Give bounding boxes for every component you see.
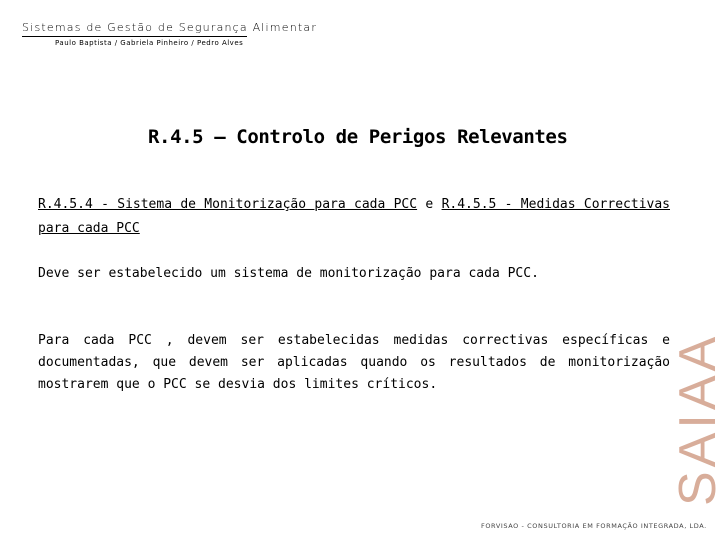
subtitle-part-monitoring: R.4.5.4 - Sistema de Monitorização para cada PCC xyxy=(38,197,418,212)
subtitle-tail: para cada PCC xyxy=(38,221,140,236)
header-authors: Paulo Baptista / Gabriela Pinheiro / Pedro Alves xyxy=(55,39,244,47)
subtitle-joiner: e xyxy=(417,197,442,212)
footer-company: FORVISAO - CONSULTORIA EM FORMAÇÃO INTEGRADA, LDA. xyxy=(481,522,707,530)
paragraph-monitoring: Deve ser estabelecido um sistema de monitorização para cada PCC. xyxy=(38,266,539,281)
slide-subtitle xyxy=(38,193,670,241)
subtitle-part-corrective: R.4.5.5 - Medidas Correctivas xyxy=(441,197,670,212)
slide-title: R.4.5 – Controlo de Perigos Relevantes xyxy=(148,126,568,148)
saiaa-logo: SAIAA xyxy=(669,332,727,506)
paragraph-corrective-measures: Para cada PCC , devem ser estabelecidas medidas correctivas específicas e documentadas, que devem ser aplicadas quando os resultados de monitorização mostrarem que o PCC se desvia dos limites críticos. xyxy=(38,333,670,392)
header-title: Sistemas de Gestão de Segurança Alimentar xyxy=(22,21,318,34)
header-divider xyxy=(22,36,247,37)
